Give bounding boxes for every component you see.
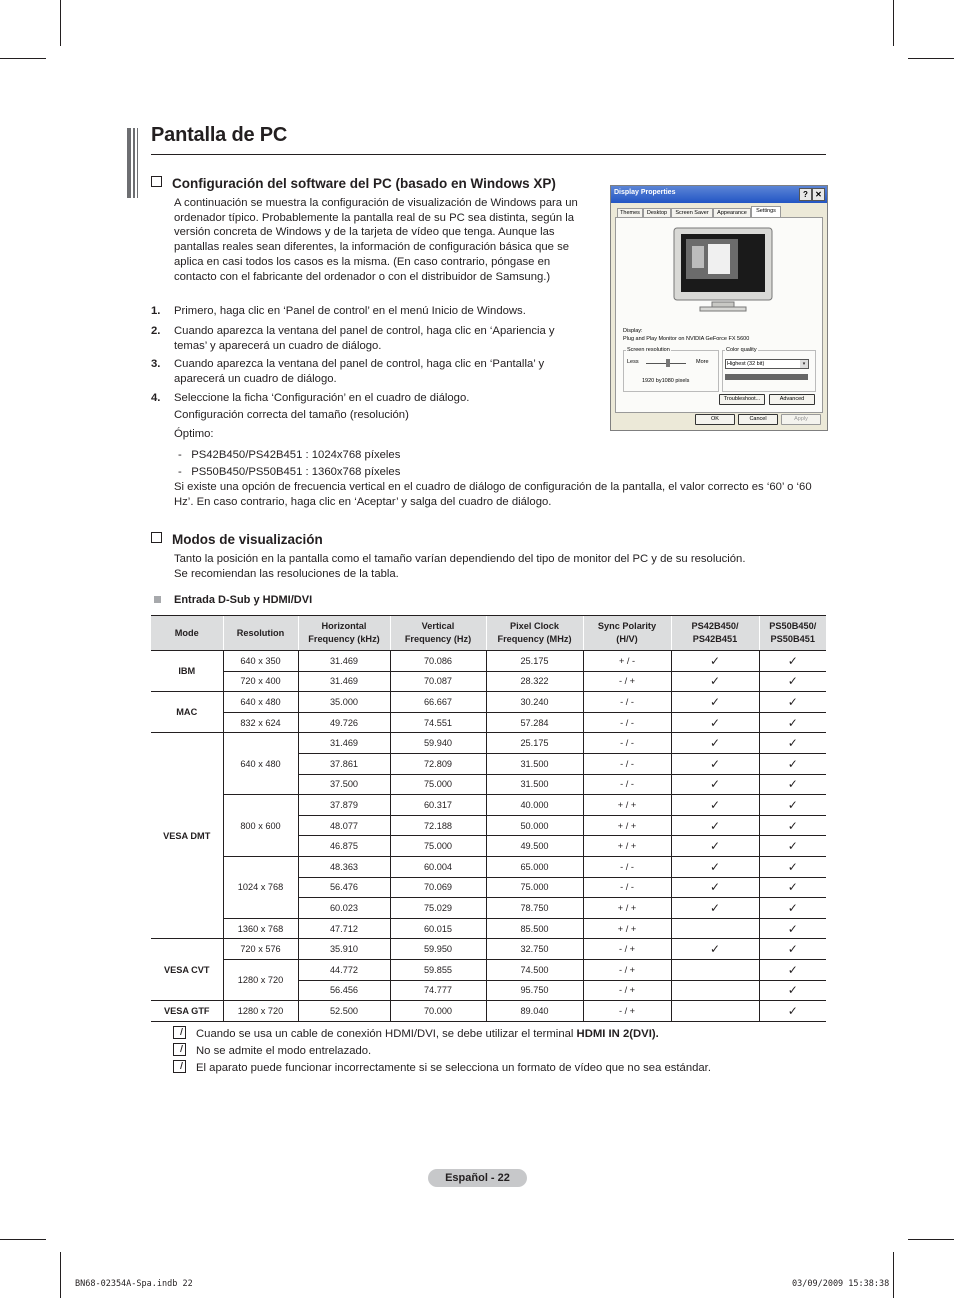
table-row <box>151 856 826 877</box>
table-cell: ✓ <box>671 939 759 960</box>
table-cell: 25.175 <box>486 733 583 754</box>
screen-resolution-group <box>623 350 719 392</box>
table-cell: VESA GTF <box>151 1001 223 1022</box>
chevron-down-icon: ▾ <box>800 360 808 368</box>
slug-left: BN68-02354A-Spa.indb 22 <box>75 1279 193 1289</box>
table-row <box>151 733 826 754</box>
color-quality-select: Highest (32 bit) ▾ <box>725 359 809 369</box>
table-cell: 70.000 <box>390 1001 486 1022</box>
column-header: Resolution <box>223 616 298 651</box>
table-cell: ✓ <box>671 877 759 898</box>
table-cell: 31.500 <box>486 774 583 795</box>
note-icon <box>173 1043 186 1056</box>
resolution-value: 1920 by1080 pixels <box>642 378 690 384</box>
table-cell: + / + <box>583 795 671 816</box>
table-cell: 75.000 <box>390 774 486 795</box>
color-bar <box>725 374 808 380</box>
table-cell: ✓ <box>759 898 826 919</box>
table-cell: 800 x 600 <box>223 795 298 857</box>
display-properties-screenshot <box>610 185 828 431</box>
step-2: 2. Cuando aparezca la ventana del panel de control, haga clic en ‘Apariencia y temas’ y aparecerá un cuadro de diálogo. <box>151 325 555 352</box>
table-cell: VESA DMT <box>151 733 223 939</box>
color-quality-group <box>722 350 816 392</box>
table-cell: 56.476 <box>298 877 390 898</box>
display-modes-table <box>151 615 826 1022</box>
table-cell: ✓ <box>759 651 826 672</box>
color-quality-label: Color quality <box>726 347 757 353</box>
table-cell: ✓ <box>759 795 826 816</box>
table-cell: 60.023 <box>298 898 390 919</box>
table-row <box>151 959 826 980</box>
table-cell: ✓ <box>671 795 759 816</box>
table-cell <box>671 918 759 939</box>
table-cell: - / - <box>583 692 671 713</box>
table-cell <box>671 1001 759 1022</box>
page-title: Pantalla de PC <box>151 124 288 146</box>
table-cell: 49.726 <box>298 712 390 733</box>
note-icon <box>173 1060 186 1073</box>
table-cell: 1280 x 720 <box>223 959 298 1000</box>
table-cell: MAC <box>151 692 223 733</box>
tab-desktop: Desktop <box>643 208 671 219</box>
table-cell: 70.087 <box>390 671 486 692</box>
bullet-item: - PS50B450/PS50B451 : 1360x768 píxeles <box>178 466 401 478</box>
table-cell: ✓ <box>759 836 826 857</box>
table-cell: 31.469 <box>298 651 390 672</box>
note-icon <box>173 1026 186 1039</box>
table-cell: IBM <box>151 651 223 692</box>
ok-button: OK <box>695 414 735 425</box>
table-cell: - / + <box>583 980 671 1001</box>
table-cell: ✓ <box>759 712 826 733</box>
column-header: Mode <box>151 616 223 651</box>
crop-mark <box>60 0 61 46</box>
table-cell: 57.284 <box>486 712 583 733</box>
table-cell <box>671 980 759 1001</box>
table-cell: 59.950 <box>390 939 486 960</box>
table-cell: 640 x 480 <box>223 733 298 795</box>
settings-panel <box>615 217 823 413</box>
table-cell: 37.500 <box>298 774 390 795</box>
square-bullet-icon <box>154 596 161 603</box>
checkbox-icon <box>151 532 162 543</box>
help-icon: ? <box>799 188 812 201</box>
table-cell: ✓ <box>759 1001 826 1022</box>
title-rule <box>151 154 826 155</box>
table-cell: VESA CVT <box>151 939 223 1001</box>
table-cell: 56.456 <box>298 980 390 1001</box>
resolution-label: Configuración correcta del tamaño (resolución) <box>174 409 409 421</box>
crop-mark <box>908 1239 954 1240</box>
optimal-label: Óptimo: <box>174 428 214 440</box>
tab-screen-saver: Screen Saver <box>671 208 713 219</box>
table-cell: ✓ <box>671 836 759 857</box>
table-cell: 1280 x 720 <box>223 1001 298 1022</box>
column-header: Horizontal Frequency (kHz) <box>298 616 390 651</box>
table-cell: 74.500 <box>486 959 583 980</box>
troubleshoot-button: Troubleshoot... <box>719 394 765 405</box>
table-cell: 35.000 <box>298 692 390 713</box>
column-header: Vertical Frequency (Hz) <box>390 616 486 651</box>
display-value: Plug and Play Monitor on NVIDIA GeForce FX 5600 <box>623 336 750 342</box>
close-icon: ✕ <box>812 188 825 201</box>
table-cell: ✓ <box>759 753 826 774</box>
tab-appearance: Appearance <box>713 208 751 219</box>
dialog-titlebar: Display Properties ? ✕ <box>611 186 827 203</box>
table-cell: ✓ <box>759 980 826 1001</box>
table-cell: ✓ <box>671 733 759 754</box>
table-cell: 74.551 <box>390 712 486 733</box>
table-cell: 1360 x 768 <box>223 918 298 939</box>
table-cell: 50.000 <box>486 815 583 836</box>
column-header: PS50B450/ PS50B451 <box>759 616 826 651</box>
checkbox-icon <box>151 176 162 187</box>
table-cell: ✓ <box>671 712 759 733</box>
table-cell: 31.500 <box>486 753 583 774</box>
crop-mark <box>908 58 954 59</box>
table-cell: 85.500 <box>486 918 583 939</box>
table-cell: ✓ <box>759 692 826 713</box>
column-header: Pixel Clock Frequency (MHz) <box>486 616 583 651</box>
monitor-icon <box>672 226 774 312</box>
table-cell: 44.772 <box>298 959 390 980</box>
table-cell: ✓ <box>671 815 759 836</box>
resolution-slider-thumb <box>666 359 670 367</box>
table-cell: 32.750 <box>486 939 583 960</box>
crop-mark <box>60 1252 61 1298</box>
apply-button: Apply <box>781 414 821 425</box>
tab-themes: Themes <box>617 208 643 219</box>
table-cell: 75.000 <box>390 836 486 857</box>
screen-resolution-label: Screen resolution <box>627 347 670 353</box>
table-cell: 46.875 <box>298 836 390 857</box>
table-cell: 25.175 <box>486 651 583 672</box>
crop-mark <box>0 1239 46 1240</box>
table-cell: 49.500 <box>486 836 583 857</box>
table-cell: 37.861 <box>298 753 390 774</box>
table-cell: ✓ <box>759 774 826 795</box>
table-cell: ✓ <box>671 898 759 919</box>
display-label: Display: <box>623 328 643 334</box>
table-cell: 720 x 400 <box>223 671 298 692</box>
modes-text-1: Tanto la posición en la pantalla como el tamaño varían dependiendo del tipo de monitor del PC y de su resolución. <box>174 553 746 565</box>
cancel-button: Cancel <box>738 414 778 425</box>
table-cell: 70.086 <box>390 651 486 672</box>
note-item: No se admite el modo entrelazado. <box>173 1043 371 1057</box>
table-row <box>151 918 826 939</box>
slug-right: 03/09/2009 15:38:38 <box>792 1279 890 1289</box>
table-cell: ✓ <box>671 774 759 795</box>
section-heading-software: Configuración del software del PC (basado en Windows XP) <box>151 176 556 191</box>
table-row <box>151 795 826 816</box>
table-cell: 60.015 <box>390 918 486 939</box>
table-cell: + / - <box>583 651 671 672</box>
crop-mark <box>893 1252 894 1298</box>
table-cell: 28.322 <box>486 671 583 692</box>
table-row <box>151 939 826 960</box>
table-cell: ✓ <box>671 856 759 877</box>
table-row <box>151 712 826 733</box>
table-cell: 75.029 <box>390 898 486 919</box>
table-cell: - / + <box>583 939 671 960</box>
table-cell: ✓ <box>671 671 759 692</box>
table-cell: 72.188 <box>390 815 486 836</box>
table-cell: - / + <box>583 1001 671 1022</box>
table-cell: - / - <box>583 856 671 877</box>
table-cell: 66.667 <box>390 692 486 713</box>
table-cell: 59.855 <box>390 959 486 980</box>
table-cell: 1024 x 768 <box>223 856 298 918</box>
modes-text-2: Se recomiendan las resoluciones de la tabla. <box>174 568 399 580</box>
table-cell: + / + <box>583 918 671 939</box>
table-cell: 78.750 <box>486 898 583 919</box>
more-label: More <box>696 359 709 365</box>
table-cell: - / - <box>583 733 671 754</box>
table-cell: ✓ <box>759 856 826 877</box>
table-cell: 59.940 <box>390 733 486 754</box>
crop-mark <box>893 0 894 46</box>
bullet-item: - PS42B450/PS42B451 : 1024x768 píxeles <box>178 449 401 461</box>
table-row <box>151 671 826 692</box>
table-cell: 37.879 <box>298 795 390 816</box>
table-cell: 89.040 <box>486 1001 583 1022</box>
table-cell: 640 x 350 <box>223 651 298 672</box>
table-cell: 40.000 <box>486 795 583 816</box>
table-cell: 31.469 <box>298 733 390 754</box>
table-cell: 52.500 <box>298 1001 390 1022</box>
crop-mark <box>0 58 46 59</box>
tab-settings: Settings <box>751 206 781 219</box>
table-cell <box>671 959 759 980</box>
table-cell: 640 x 480 <box>223 692 298 713</box>
column-header: Sync Polarity (H/V) <box>583 616 671 651</box>
table-cell: ✓ <box>759 877 826 898</box>
advanced-button: Advanced <box>769 394 815 405</box>
table-cell: ✓ <box>759 815 826 836</box>
note-item: Cuando se usa un cable de conexión HDMI/DVI, se debe utilizar el terminal HDMI IN 2(DVI). <box>173 1026 659 1040</box>
table-cell: 30.240 <box>486 692 583 713</box>
table-cell: - / - <box>583 774 671 795</box>
table-cell: - / - <box>583 753 671 774</box>
table-cell: + / + <box>583 836 671 857</box>
table-row <box>151 651 826 672</box>
less-label: Less <box>627 359 639 365</box>
table-cell: 60.004 <box>390 856 486 877</box>
table-cell: 31.469 <box>298 671 390 692</box>
table-cell: 95.750 <box>486 980 583 1001</box>
frequency-note: Si existe una opción de frecuencia vertical en el cuadro de diálogo de configuración de la pantalla, el valor correcto es ‘60’ o ‘60 Hz’. En caso contrario, haga clic en ‘Aceptar’ y salga del cuadro de diálogo. <box>174 481 812 508</box>
section-heading-modes: Modos de visualización <box>151 532 323 547</box>
table-header-row <box>151 616 826 651</box>
table-cell: ✓ <box>759 959 826 980</box>
table-row <box>151 692 826 713</box>
table-cell: + / + <box>583 815 671 836</box>
table-cell: 720 x 576 <box>223 939 298 960</box>
table-cell: 48.077 <box>298 815 390 836</box>
table-cell: 60.317 <box>390 795 486 816</box>
table-cell: - / + <box>583 959 671 980</box>
table-cell: 832 x 624 <box>223 712 298 733</box>
table-row <box>151 1001 826 1022</box>
table-cell: 65.000 <box>486 856 583 877</box>
step-3: 3. Cuando aparezca la ventana del panel de control, haga clic en ‘Pantalla’ y aparecerá un cuadro de diálogo. <box>151 358 545 385</box>
table-cell: 72.809 <box>390 753 486 774</box>
table-cell: 70.069 <box>390 877 486 898</box>
table-cell: ✓ <box>759 918 826 939</box>
page-number: Español - 22 <box>428 1169 527 1187</box>
table-cell: ✓ <box>671 692 759 713</box>
table-cell: - / + <box>583 671 671 692</box>
table-cell: - / - <box>583 712 671 733</box>
table-cell: 47.712 <box>298 918 390 939</box>
table-cell: + / + <box>583 898 671 919</box>
column-header: PS42B450/ PS42B451 <box>671 616 759 651</box>
table-cell: ✓ <box>671 651 759 672</box>
subsection-heading: Entrada D-Sub y HDMI/DVI <box>174 594 313 606</box>
table-cell: ✓ <box>759 939 826 960</box>
table-cell: ✓ <box>759 671 826 692</box>
table-cell: 74.777 <box>390 980 486 1001</box>
table-body <box>151 651 826 1022</box>
table-cell: ✓ <box>671 753 759 774</box>
table-cell: ✓ <box>759 733 826 754</box>
intro-paragraph: A continuación se muestra la configuración de visualización de Windows para un ordenador típico. Probablemente la pantalla real de su PC sea distinta, según la versión concreta de Windows y de la tarjeta de vídeo que tenga. Aunque las pantallas reales sean diferentes, la información de configuración básica que se aplica en casi todos los casos es la misma. (En caso contrario, póngase en contacto con el fabricante del ordenador o con el distribuidor de Samsung.) <box>174 197 578 283</box>
note-item: El aparato puede funcionar incorrectamente si se selecciona un formato de vídeo que no sea estándar. <box>173 1060 711 1074</box>
table-cell: - / - <box>583 877 671 898</box>
table-cell: 48.363 <box>298 856 390 877</box>
table-cell: 75.000 <box>486 877 583 898</box>
table-cell: 35.910 <box>298 939 390 960</box>
